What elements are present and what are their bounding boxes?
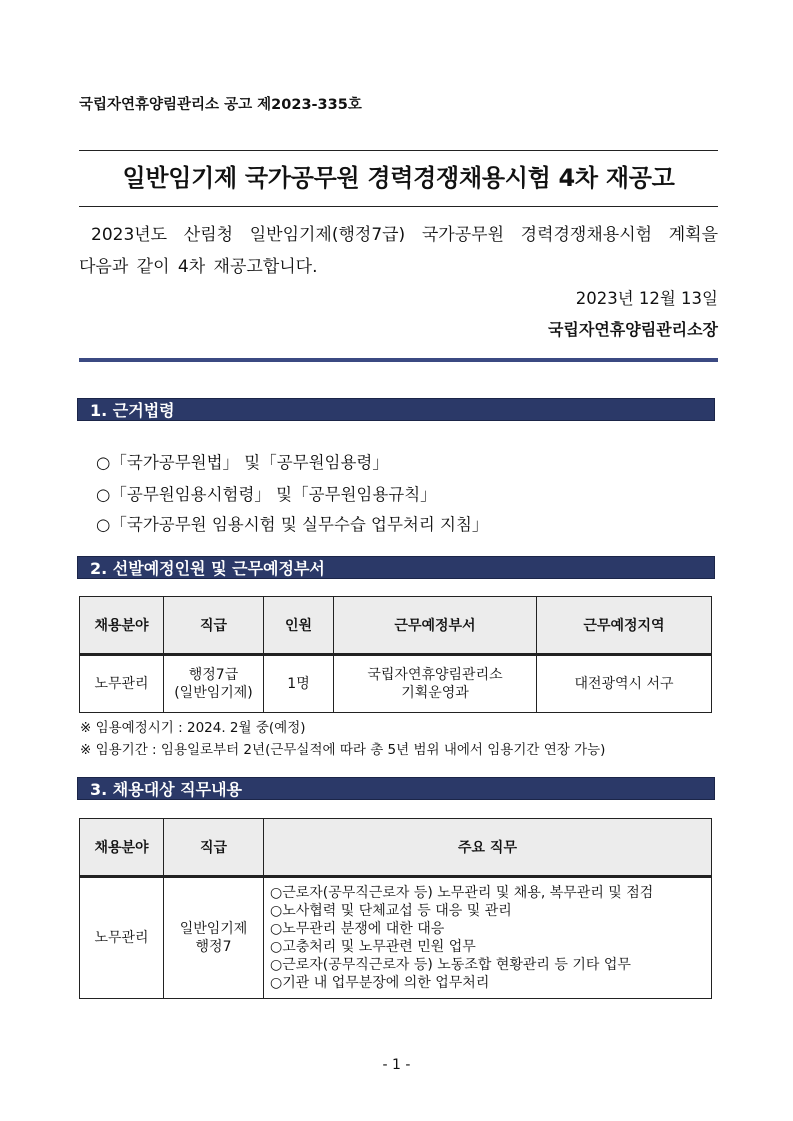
column-header: 인원: [264, 597, 334, 655]
column-header: 근무예정지역: [537, 597, 712, 655]
table-row: [80, 877, 712, 999]
grade-line: (일반임기제): [174, 685, 253, 701]
column-header: 직급: [164, 597, 264, 655]
cell-region: 대전광역시 서구: [537, 655, 712, 713]
legal-basis-item: ○「국가공무원법」 및「공무원임용령」: [96, 453, 389, 472]
grade-line: 일반임기제: [179, 921, 248, 937]
grade-line: 행정7: [195, 939, 232, 955]
cell-grade: [164, 655, 264, 713]
positions-table: [79, 596, 712, 713]
section-heading-positions: 2. 선발예정인원 및 근무예정부서: [77, 556, 715, 579]
issuer: 국립자연휴양림관리소장: [547, 320, 718, 339]
title-rule-top: [79, 150, 718, 151]
table-header-row: [80, 819, 712, 877]
legal-basis-item: ○「공무원임용시험령」 및「공무원임용규칙」: [96, 485, 437, 504]
note: ※ 임용예정시기 : 2024. 2월 중(예정): [80, 720, 306, 736]
intro-line-1: 2023년도 산림청 일반임기제(행정7급) 국가공무원 경력경쟁채용시험 계획을: [91, 225, 718, 245]
cell-grade: [164, 877, 264, 999]
section-heading-duties: 3. 채용대상 직무내용: [77, 777, 715, 800]
duties-table: [79, 818, 712, 999]
cell-count: 1명: [264, 655, 334, 713]
intro-paragraph: [79, 219, 718, 283]
notice-date: 2023년 12월 13일: [575, 289, 718, 308]
duty-item: ○근로자(공무직근로자 등) 노무관리 및 채용, 복무관리 및 점검: [270, 885, 654, 901]
duty-item: ○근로자(공무직근로자 등) 노동조합 현황관리 등 기타 업무: [270, 957, 631, 973]
duty-item: ○기관 내 업무분장에 의한 업무처리: [270, 975, 490, 991]
title-rule-bottom: [79, 206, 718, 207]
section-heading-legal-basis: 1. 근거법령: [77, 398, 715, 421]
notice-number: 국립자연휴양림관리소 공고 제2023-335호: [79, 97, 362, 113]
column-header: 주요 직무: [264, 819, 712, 877]
column-header: 직급: [164, 819, 264, 877]
department-line: 국립자연휴양림관리소: [367, 667, 503, 683]
page-number: - 1 -: [382, 1057, 411, 1073]
cell-duties: [264, 877, 712, 999]
department-line: 기획운영과: [401, 685, 469, 701]
duty-item: ○고충처리 및 노무관련 민원 업무: [270, 939, 476, 955]
cell-department: [334, 655, 537, 713]
table-header-row: [80, 597, 712, 655]
page-title: 일반임기제 국가공무원 경력경쟁채용시험 4차 재공고: [122, 164, 675, 192]
header-divider: [79, 358, 718, 362]
cell-field: 노무관리: [80, 877, 164, 999]
duty-item: ○노사협력 및 단체교섭 등 대응 및 관리: [270, 903, 512, 919]
cell-field: 노무관리: [80, 655, 164, 713]
column-header: 채용분야: [80, 597, 164, 655]
column-header: 채용분야: [80, 819, 164, 877]
table-row: [80, 655, 712, 713]
grade-line: 행정7급: [188, 667, 239, 683]
intro-line-2: 다음과 같이 4차 재공고합니다.: [79, 257, 318, 277]
legal-basis-item: ○「국가공무원 임용시험 및 실무수습 업무처리 지침」: [96, 515, 489, 534]
duty-item: ○노무관리 분쟁에 대한 대응: [270, 921, 445, 937]
note: ※ 임용기간 : 임용일로부터 2년(근무실적에 따라 총 5년 범위 내에서 임용기간 연장 가능): [80, 742, 606, 758]
column-header: 근무예정부서: [334, 597, 537, 655]
